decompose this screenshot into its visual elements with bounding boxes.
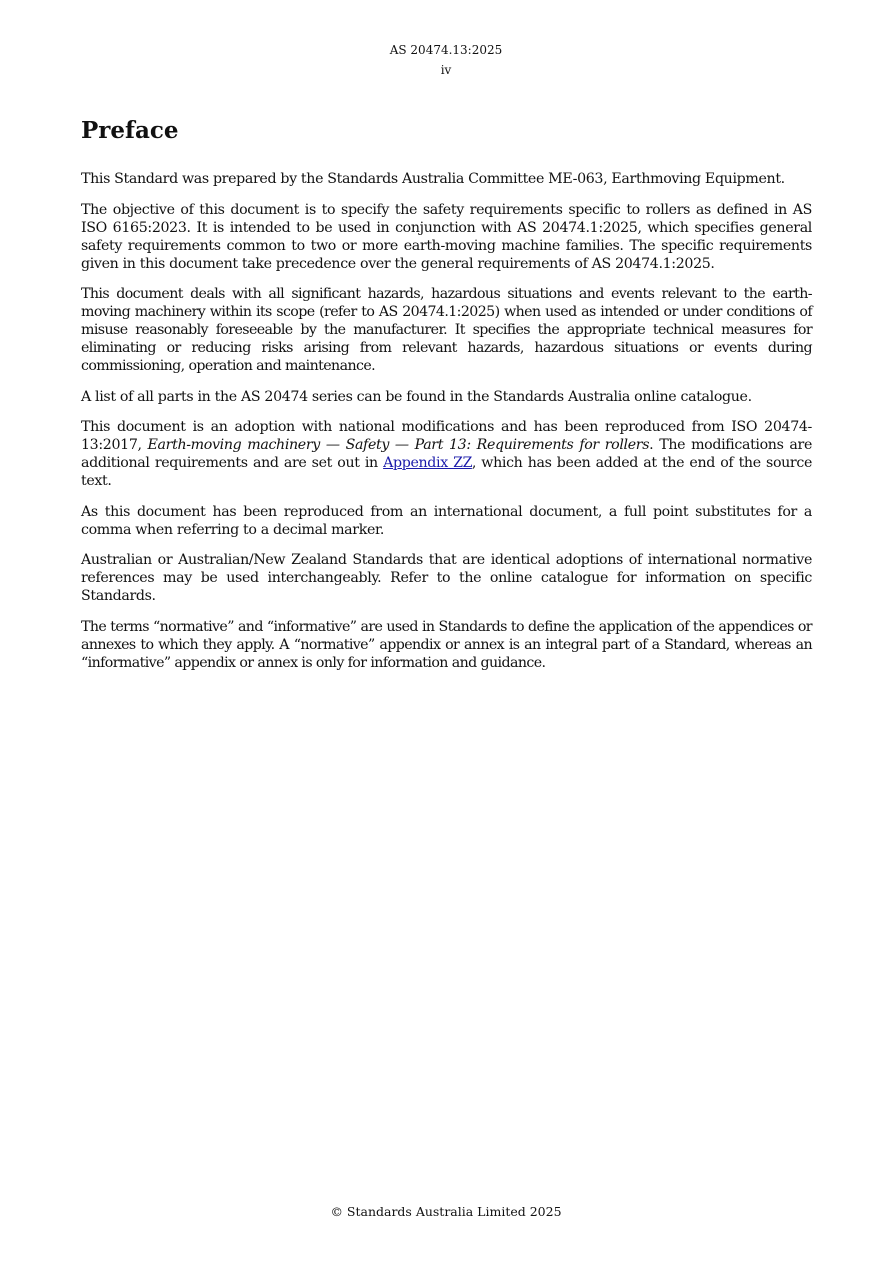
- page-title: Preface: [81, 117, 179, 144]
- source-title: Earth-moving machinery — Safety — Part 13: Requirements for rollers: [147, 437, 650, 453]
- paragraph-adoption: [81, 418, 812, 490]
- paragraph-committee: This Standard was prepared by the Standards Australia Committee ME-063, Earthmoving Equipment.: [81, 171, 785, 187]
- paragraph-normative-informative: The terms “normative” and “informative” are used in Standards to define the application of the appendices or annexes to which they apply. A “normative” appendix or annex is an integral part of a Standard, whereas an “informative” appendix or annex is only for information and guidance.: [81, 618, 812, 671]
- adoption-text-a: This document is an adoption with national modifications and has been reproduced from ISO 20474-13:2017,: [81, 419, 812, 453]
- paragraph-references: Australian or Australian/New Zealand Standards that are identical adoptions of international normative references may be used interchangeably. Refer to the online catalogue for information on specific Standards.: [81, 552, 812, 604]
- adoption-text-b: . The modifications are additional requirements and are set out in: [81, 437, 812, 471]
- preface-section: [81, 114, 812, 684]
- document-id: AS 20474.13:2025: [389, 43, 503, 57]
- paragraph-hazards: This document deals with all significant hazards, hazardous situations and events relevant to the earth-moving machinery within its scope (refer to AS 20474.1:2025) when used as intended or under conditions of misuse reasonably foreseeable by the manufacturer. It specifies the appropriate technical measures for eliminating or reducing risks arising from relevant hazards, hazardous situations or events during commissioning, operation and maintenance.: [81, 286, 812, 374]
- paragraph-objective: The objective of this document is to specify the safety requirements specific to rollers as defined in AS ISO 6165:2023. It is intended to be used in conjunction with AS 20474.1:2025, which specifies general safety requirements common to two or more earth-moving machine families. The specific requirements given in this document take precedence over the general requirements of AS 20474.1:2025.: [81, 201, 812, 272]
- page-header: [0, 40, 892, 80]
- adoption-text-c: , which has been added at the end of the source text.: [81, 455, 812, 489]
- page-footer: [0, 1203, 892, 1221]
- appendix-zz-link[interactable]: Appendix ZZ: [383, 455, 472, 471]
- paragraph-decimal-marker: As this document has been reproduced from an international document, a full point substitutes for a comma when referring to a decimal marker.: [81, 503, 812, 538]
- copyright-notice: © Standards Australia Limited 2025: [330, 1204, 562, 1219]
- page-number: iv: [440, 63, 452, 77]
- paragraph-series: A list of all parts in the AS 20474 series can be found in the Standards Australia online catalogue.: [81, 388, 752, 405]
